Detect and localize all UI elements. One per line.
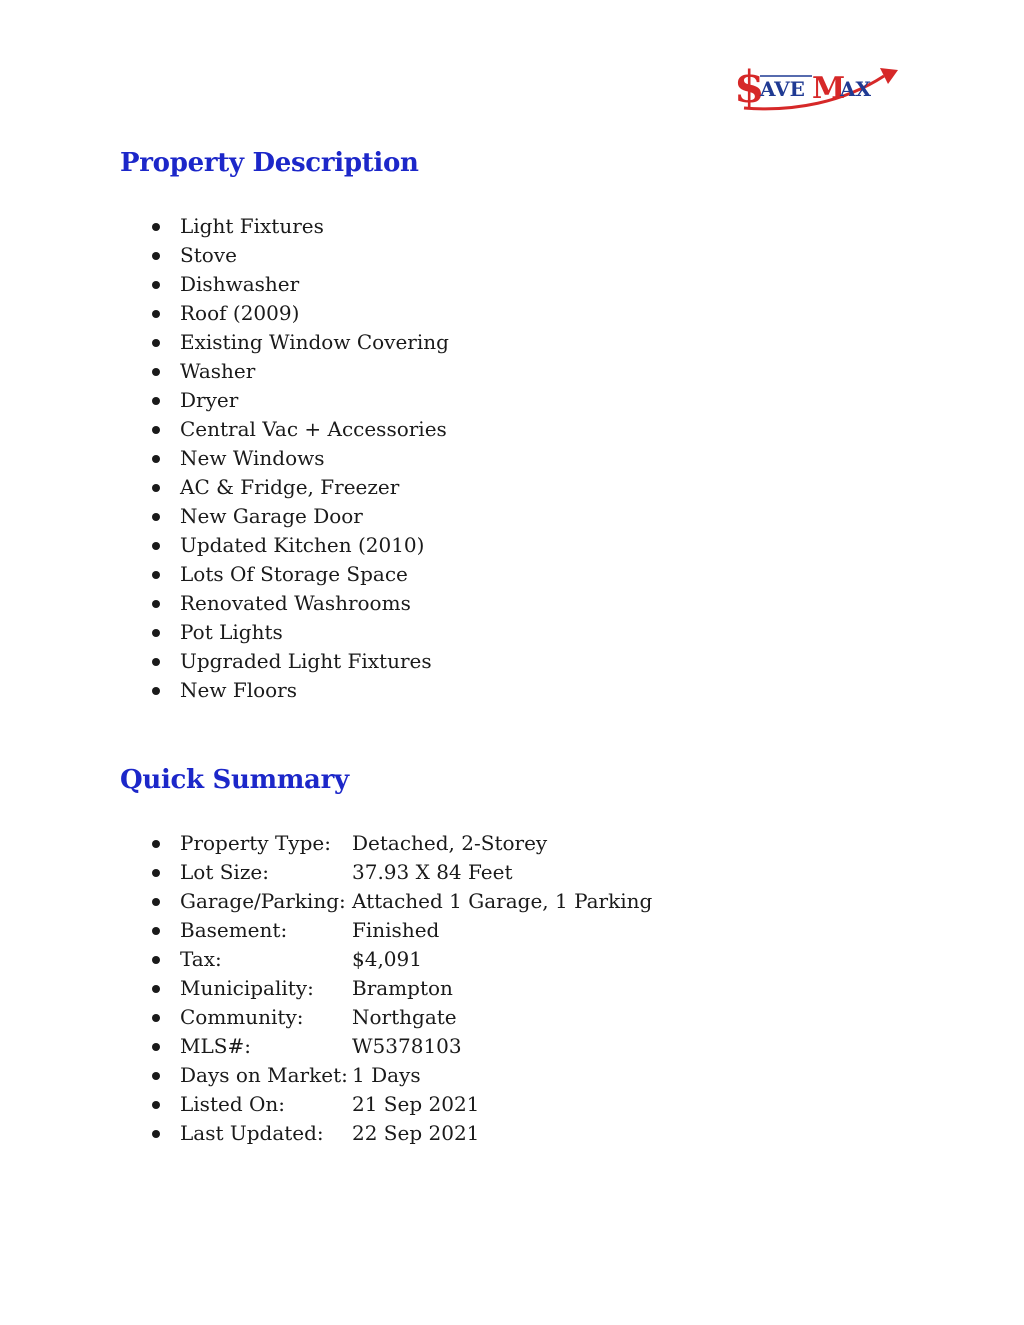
summary-label: Last Updated:	[180, 1121, 324, 1145]
description-item	[150, 647, 449, 676]
description-item-text: Roof (2009)	[180, 301, 300, 325]
summary-item	[150, 1119, 652, 1148]
bullet-icon	[152, 252, 160, 260]
summary-item	[150, 858, 652, 887]
description-item-text: Updated Kitchen (2010)	[180, 533, 425, 557]
bullet-icon	[152, 840, 160, 848]
quick-summary-heading: Quick Summary	[120, 765, 349, 795]
summary-item	[150, 974, 652, 1003]
bullet-icon	[152, 339, 160, 347]
bullet-icon	[152, 629, 160, 637]
bullet-icon	[152, 513, 160, 521]
summary-item	[150, 916, 652, 945]
description-item	[150, 618, 449, 647]
description-item-text: Central Vac + Accessories	[180, 417, 447, 441]
bullet-icon	[152, 687, 160, 695]
bullet-icon	[152, 310, 160, 318]
description-item	[150, 676, 449, 705]
description-item-text: New Garage Door	[180, 504, 363, 528]
description-item-text: Renovated Washrooms	[180, 591, 411, 615]
summary-item	[150, 829, 652, 858]
summary-value: Northgate	[352, 1005, 457, 1029]
bullet-icon	[152, 600, 160, 608]
summary-value: 22 Sep 2021	[352, 1121, 480, 1145]
summary-value: 21 Sep 2021	[352, 1092, 480, 1116]
bullet-icon	[152, 985, 160, 993]
description-item-text: Dryer	[180, 388, 239, 412]
bullet-icon	[152, 484, 160, 492]
description-item	[150, 502, 449, 531]
bullet-icon	[152, 542, 160, 550]
description-item	[150, 328, 449, 357]
property-description-list	[150, 212, 449, 705]
summary-item	[150, 1090, 652, 1119]
bullet-icon	[152, 368, 160, 376]
property-description-heading: Property Description	[120, 148, 419, 178]
summary-label: Municipality:	[180, 976, 314, 1000]
summary-label: Garage/Parking:	[180, 889, 346, 913]
description-item-text: New Floors	[180, 678, 297, 702]
summary-label: Lot Size:	[180, 860, 269, 884]
summary-item	[150, 1032, 652, 1061]
bullet-icon	[152, 927, 160, 935]
description-item	[150, 386, 449, 415]
logo-image	[734, 62, 904, 116]
summary-value: Detached, 2-Storey	[352, 831, 548, 855]
bullet-icon	[152, 658, 160, 666]
summary-label: Tax:	[180, 947, 222, 971]
summary-label: Listed On:	[180, 1092, 285, 1116]
summary-item	[150, 887, 652, 916]
save-max-logo	[734, 62, 904, 116]
description-item-text: Existing Window Covering	[180, 330, 449, 354]
summary-label: MLS#:	[180, 1034, 251, 1058]
bullet-icon	[152, 397, 160, 405]
summary-item	[150, 1061, 652, 1090]
summary-label: Basement:	[180, 918, 288, 942]
description-item	[150, 299, 449, 328]
summary-value: Finished	[352, 918, 440, 942]
quick-summary-list	[150, 829, 652, 1148]
summary-value: $4,091	[352, 947, 422, 971]
summary-label: Days on Market:	[180, 1063, 348, 1087]
bullet-icon	[152, 898, 160, 906]
description-item-text: Lots Of Storage Space	[180, 562, 408, 586]
description-item-text: Washer	[180, 359, 256, 383]
description-item-text: AC & Fridge, Freezer	[180, 475, 400, 499]
bullet-icon	[152, 956, 160, 964]
svg-text:AX: AX	[840, 77, 872, 101]
summary-item	[150, 945, 652, 974]
description-item-text: Light Fixtures	[180, 214, 324, 238]
description-item	[150, 560, 449, 589]
svg-text:AVE: AVE	[760, 77, 805, 101]
description-item	[150, 357, 449, 386]
bullet-icon	[152, 1043, 160, 1051]
description-item	[150, 270, 449, 299]
summary-label: Community:	[180, 1005, 304, 1029]
description-item	[150, 241, 449, 270]
svg-text:$: $	[734, 62, 765, 113]
bullet-icon	[152, 571, 160, 579]
description-item	[150, 444, 449, 473]
bullet-icon	[152, 455, 160, 463]
description-item	[150, 212, 449, 241]
description-item-text: Pot Lights	[180, 620, 283, 644]
description-item-text: Stove	[180, 243, 237, 267]
bullet-icon	[152, 1101, 160, 1109]
description-item	[150, 589, 449, 618]
bullet-icon	[152, 1014, 160, 1022]
summary-value: Attached 1 Garage, 1 Parking	[352, 889, 653, 913]
description-item-text: New Windows	[180, 446, 325, 470]
description-item	[150, 415, 449, 444]
description-item	[150, 531, 449, 560]
bullet-icon	[152, 426, 160, 434]
bullet-icon	[152, 1072, 160, 1080]
bullet-icon	[152, 869, 160, 877]
svg-text:M: M	[812, 71, 846, 106]
bullet-icon	[152, 223, 160, 231]
description-item-text: Dishwasher	[180, 272, 300, 296]
description-item-text: Upgraded Light Fixtures	[180, 649, 432, 673]
summary-value: 1 Days	[352, 1063, 421, 1087]
summary-value: W5378103	[352, 1034, 462, 1058]
summary-item	[150, 1003, 652, 1032]
summary-value: Brampton	[352, 976, 453, 1000]
bullet-icon	[152, 281, 160, 289]
summary-label: Property Type:	[180, 831, 331, 855]
summary-value: 37.93 X 84 Feet	[352, 860, 513, 884]
description-item	[150, 473, 449, 502]
bullet-icon	[152, 1130, 160, 1138]
